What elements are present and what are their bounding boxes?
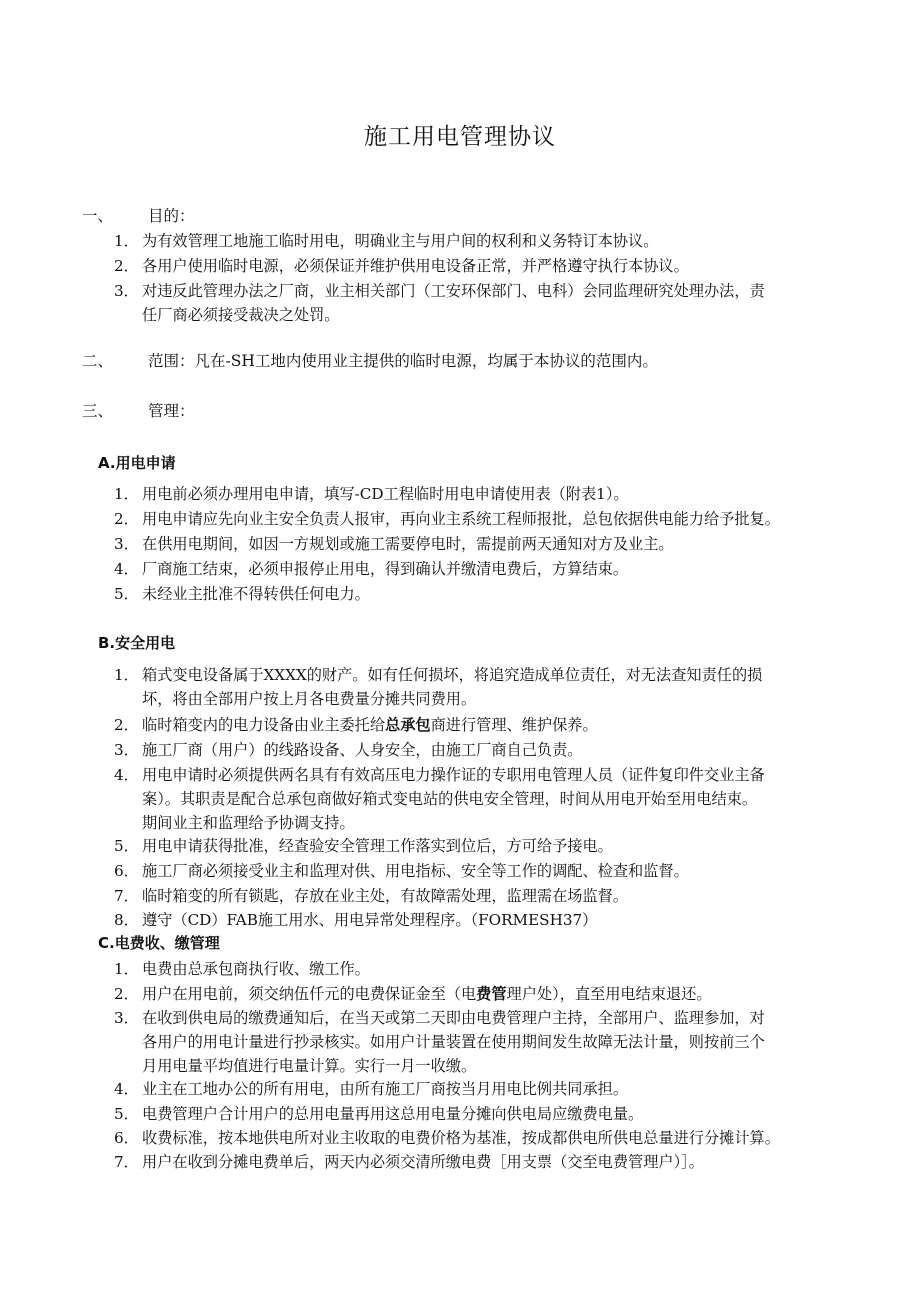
list-item: 5． 未经业主批准不得转供任何电力。: [114, 585, 370, 603]
list-item: 3． 对违反此管理办法之厂商，业主相关部门（工安环保部门、电科）会同监理研究处理办法，责 任厂商必须接受裁决之处罚。: [114, 282, 765, 324]
list-item: 1． 箱式变电设备属于XXXX的财产。如有任何损坏，将追究造成单位责任，对无法查知责任的损 坏，将由全部用户按上月各电费量分摊共同费用。: [114, 666, 763, 708]
section-number: 三、: [82, 402, 114, 420]
emphasis-text: 总承包: [385, 716, 431, 734]
list-item: 1． 为有效管理工地施工临时用电，明确业主与用户间的权利和义务特订本协议。: [114, 232, 659, 250]
list-item: 5． 电费管理户合计用户的总用电量再用这总用电量分摊向供电局应缴费电量。: [114, 1105, 644, 1123]
list-item: 2． 临时箱变内的电力设备由业主委托给总承包商进行管理、维护保养。: [114, 716, 598, 734]
list-item: 8． 遵守（CD）FAB施工用水、用电异常处理程序。（FORMESH37）: [114, 911, 598, 929]
list-item: 2． 用户在用电前，须交纳伍仟元的电费保证金至（电费管理户处），直至用电结束退还。: [114, 985, 712, 1003]
list-item: 7． 用户在收到分摊电费单后，两天内必须交清所缴电费［用支票（交至电费管理户）］。: [114, 1153, 704, 1171]
list-item: 4． 业主在工地办公的所有用电，由所有施工厂商按当月用电比例共同承担。: [114, 1080, 628, 1098]
subsection-c-heading: C.电费收、缴管理: [98, 934, 220, 952]
list-item: 5． 用电申请获得批准，经查验安全管理工作落实到位后，方可给予接电。: [114, 837, 613, 855]
section-text: 范围：凡在-SH工地内使用业主提供的临时电源，均属于本协议的范围内。: [148, 352, 658, 370]
list-item: 6． 施工厂商必须接受业主和监理对供、用电指标、安全等工作的调配、检查和监督。: [114, 862, 689, 880]
list-item: 6． 收费标准，按本地供电所对业主收取的电费价格为基准，按成都供电所供电总量进行分摊计算。: [114, 1129, 780, 1147]
list-item: 4． 厂商施工结束，必须申报停止用电，得到确认并缴清电费后，方算结束。: [114, 560, 628, 578]
list-item: 1． 电费由总承包商执行收、缴工作。: [114, 960, 370, 978]
emphasis-text: 费管: [476, 985, 507, 1003]
list-item: 7． 临时箱变的所有锁匙，存放在业主处，有故障需处理，监理需在场监督。: [114, 887, 628, 905]
section-2-heading: [82, 350, 658, 372]
subsection-b-heading: B.安全用电: [98, 634, 176, 652]
list-item: 2． 用电申请应先向业主安全负责人报审，再向业主系统工程师报批，总包依据供电能力给予批复。: [114, 510, 780, 528]
section-number: 二、: [82, 352, 114, 370]
list-item: 3． 施工厂商（用户）的线路设备、人身安全，由施工厂商自己负责。: [114, 741, 583, 759]
list-item: 3． 在供用电期间，如因一方规划或施工需要停电时，需提前两天通知对方及业主。: [114, 535, 674, 553]
section-label: 目的：: [148, 207, 195, 225]
list-item: 3． 在收到供电局的缴费通知后，在当天或第二天即由电费管理户主持，全部用户、监理参加，对 各用户的用电计量进行抄录核实。如用户计量装置在使用期间发生故障无法计量，则按前三个 月用电量平均值进行电量计算。实行一月一收缴。: [114, 1009, 765, 1075]
section-number: 一、: [82, 207, 114, 225]
subsection-a-heading: A.用电申请: [98, 454, 176, 472]
document-title: 施工用电管理协议: [364, 124, 556, 150]
list-item: 4． 用电申请时必须提供两名具有有效高压电力操作证的专职用电管理人员（证件复印件交业主备 案）。其职责是配合总承包商做好箱式变电站的供电安全管理，时间从用电开始至用电结束。 期间业主和监理给予协调支持。: [114, 766, 765, 832]
list-item: 2． 各用户使用临时电源，必须保证并维护供用电设备正常，并严格遵守执行本协议。: [114, 257, 689, 275]
section-3-heading: [82, 400, 195, 422]
list-item: 1． 用电前必须办理用电申请，填写-CD工程临时用电申请使用表（附表1）。: [114, 485, 629, 503]
section-label: 管理：: [148, 402, 195, 420]
section-1-heading: [82, 205, 195, 227]
